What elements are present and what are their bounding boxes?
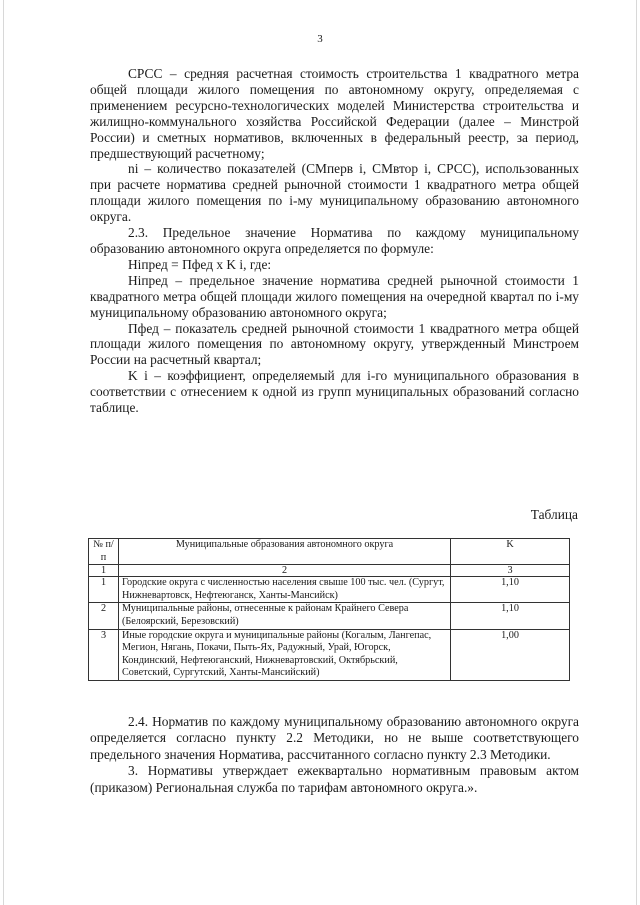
table-row bbox=[89, 577, 570, 603]
paragraph-nipred-definition: Нiпред – предельное значение норматива средней рыночной стоимости 1 квадратного метра общей площади жилого помещения на очередной квартал по i-му муниципальному образованию автономного округа; bbox=[90, 272, 579, 320]
row-number: 3 bbox=[89, 629, 119, 680]
row-coefficient: 1,10 bbox=[451, 577, 570, 603]
table-row bbox=[89, 629, 570, 680]
coefficient-table bbox=[88, 538, 570, 681]
paragraph-srss-definition: СРСС – средняя расчетная стоимость строительства 1 квадратного метра общей площади жилого помещения по автономному округу, определяемая с применением ресурсно-технологических моделей Министерства строительства и жилищно-коммунального хозяйства Российской Федерации (далее – Минстрой России) и сметных нормативов, включенных в федеральный реестр, за период, предшествующий расчетному; bbox=[90, 66, 579, 161]
page-number: 3 bbox=[317, 33, 323, 45]
paragraph-ki-definition: K i – коэффициент, определяемый для i-го муниципального образования в соответствии с отнесением к одной из групп муниципальных образований согласно таблице. bbox=[90, 368, 579, 416]
row-number: 2 bbox=[89, 603, 119, 629]
column-number: 2 bbox=[119, 565, 451, 577]
row-number: 1 bbox=[89, 577, 119, 603]
column-number: 3 bbox=[451, 565, 570, 577]
table-row bbox=[89, 603, 570, 629]
paragraph-2-4: 2.4. Норматив по каждому муниципальному образованию автономного округа определяется согласно пункту 2.2 Методики, но не выше соответствующего предельного значения Норматива, рассчитанного согласно пункту 2.3 Методики. bbox=[90, 714, 579, 762]
formula: Нiпред = Пфед x K i, где: bbox=[128, 256, 272, 272]
table-column-numbers bbox=[89, 565, 570, 577]
paragraph-2-3: 2.3. Предельное значение Норматива по каждому муниципальному образованию автономного округа определяется по формуле: bbox=[90, 225, 579, 256]
document-closing bbox=[90, 714, 579, 796]
row-coefficient: 1,00 bbox=[451, 629, 570, 680]
row-coefficient: 1,10 bbox=[451, 603, 570, 629]
paragraph-ni-definition: ni – количество показателей (СМперв i, СМвтор i, СРСС), использованных при расчете норматива средней рыночной стоимости 1 квадратного метра общей площади жилого помещения по i-му муниципальному образованию автономного округа. bbox=[90, 161, 579, 225]
table-header-row bbox=[89, 539, 570, 565]
header-k: K bbox=[451, 539, 570, 565]
row-municipality: Муниципальные районы, отнесенные к районам Крайнего Севера (Белоярский, Березовский) bbox=[119, 603, 451, 629]
document-body bbox=[90, 66, 579, 416]
row-municipality: Иные городские округа и муниципальные районы (Когалым, Лангепас, Мегион, Нягань, Покачи, Пыть-Ях, Радужный, Урай, Югорск, Кондинский, Нефтеюганский, Нижневартовский, Октябрьский, Советский, Сургутский, Ханты-Мансийский) bbox=[119, 629, 451, 680]
row-municipality: Городские округа с численностью населения свыше 100 тыс. чел. (Сургут, Нижневартовск, Нефтеюганск, Ханты-Мансийск) bbox=[119, 577, 451, 603]
scan-edge-right bbox=[636, 0, 637, 905]
paragraph-pfed-definition: Пфед – показатель средней рыночной стоимости 1 квадратного метра общей площади жилого помещения по автономному округу, утвержденный Минстроем России на расчетный квартал; bbox=[90, 320, 579, 368]
scan-edge-left bbox=[3, 0, 4, 905]
table-caption: Таблица bbox=[530, 507, 578, 522]
header-municipality: Муниципальные образования автономного округа bbox=[119, 539, 451, 565]
header-number: № п/п bbox=[89, 539, 119, 565]
paragraph-3: 3. Нормативы утверждает ежеквартально нормативным правовым актом (приказом) Региональная служба по тарифам автономного округа.». bbox=[90, 763, 579, 795]
column-number: 1 bbox=[89, 565, 119, 577]
